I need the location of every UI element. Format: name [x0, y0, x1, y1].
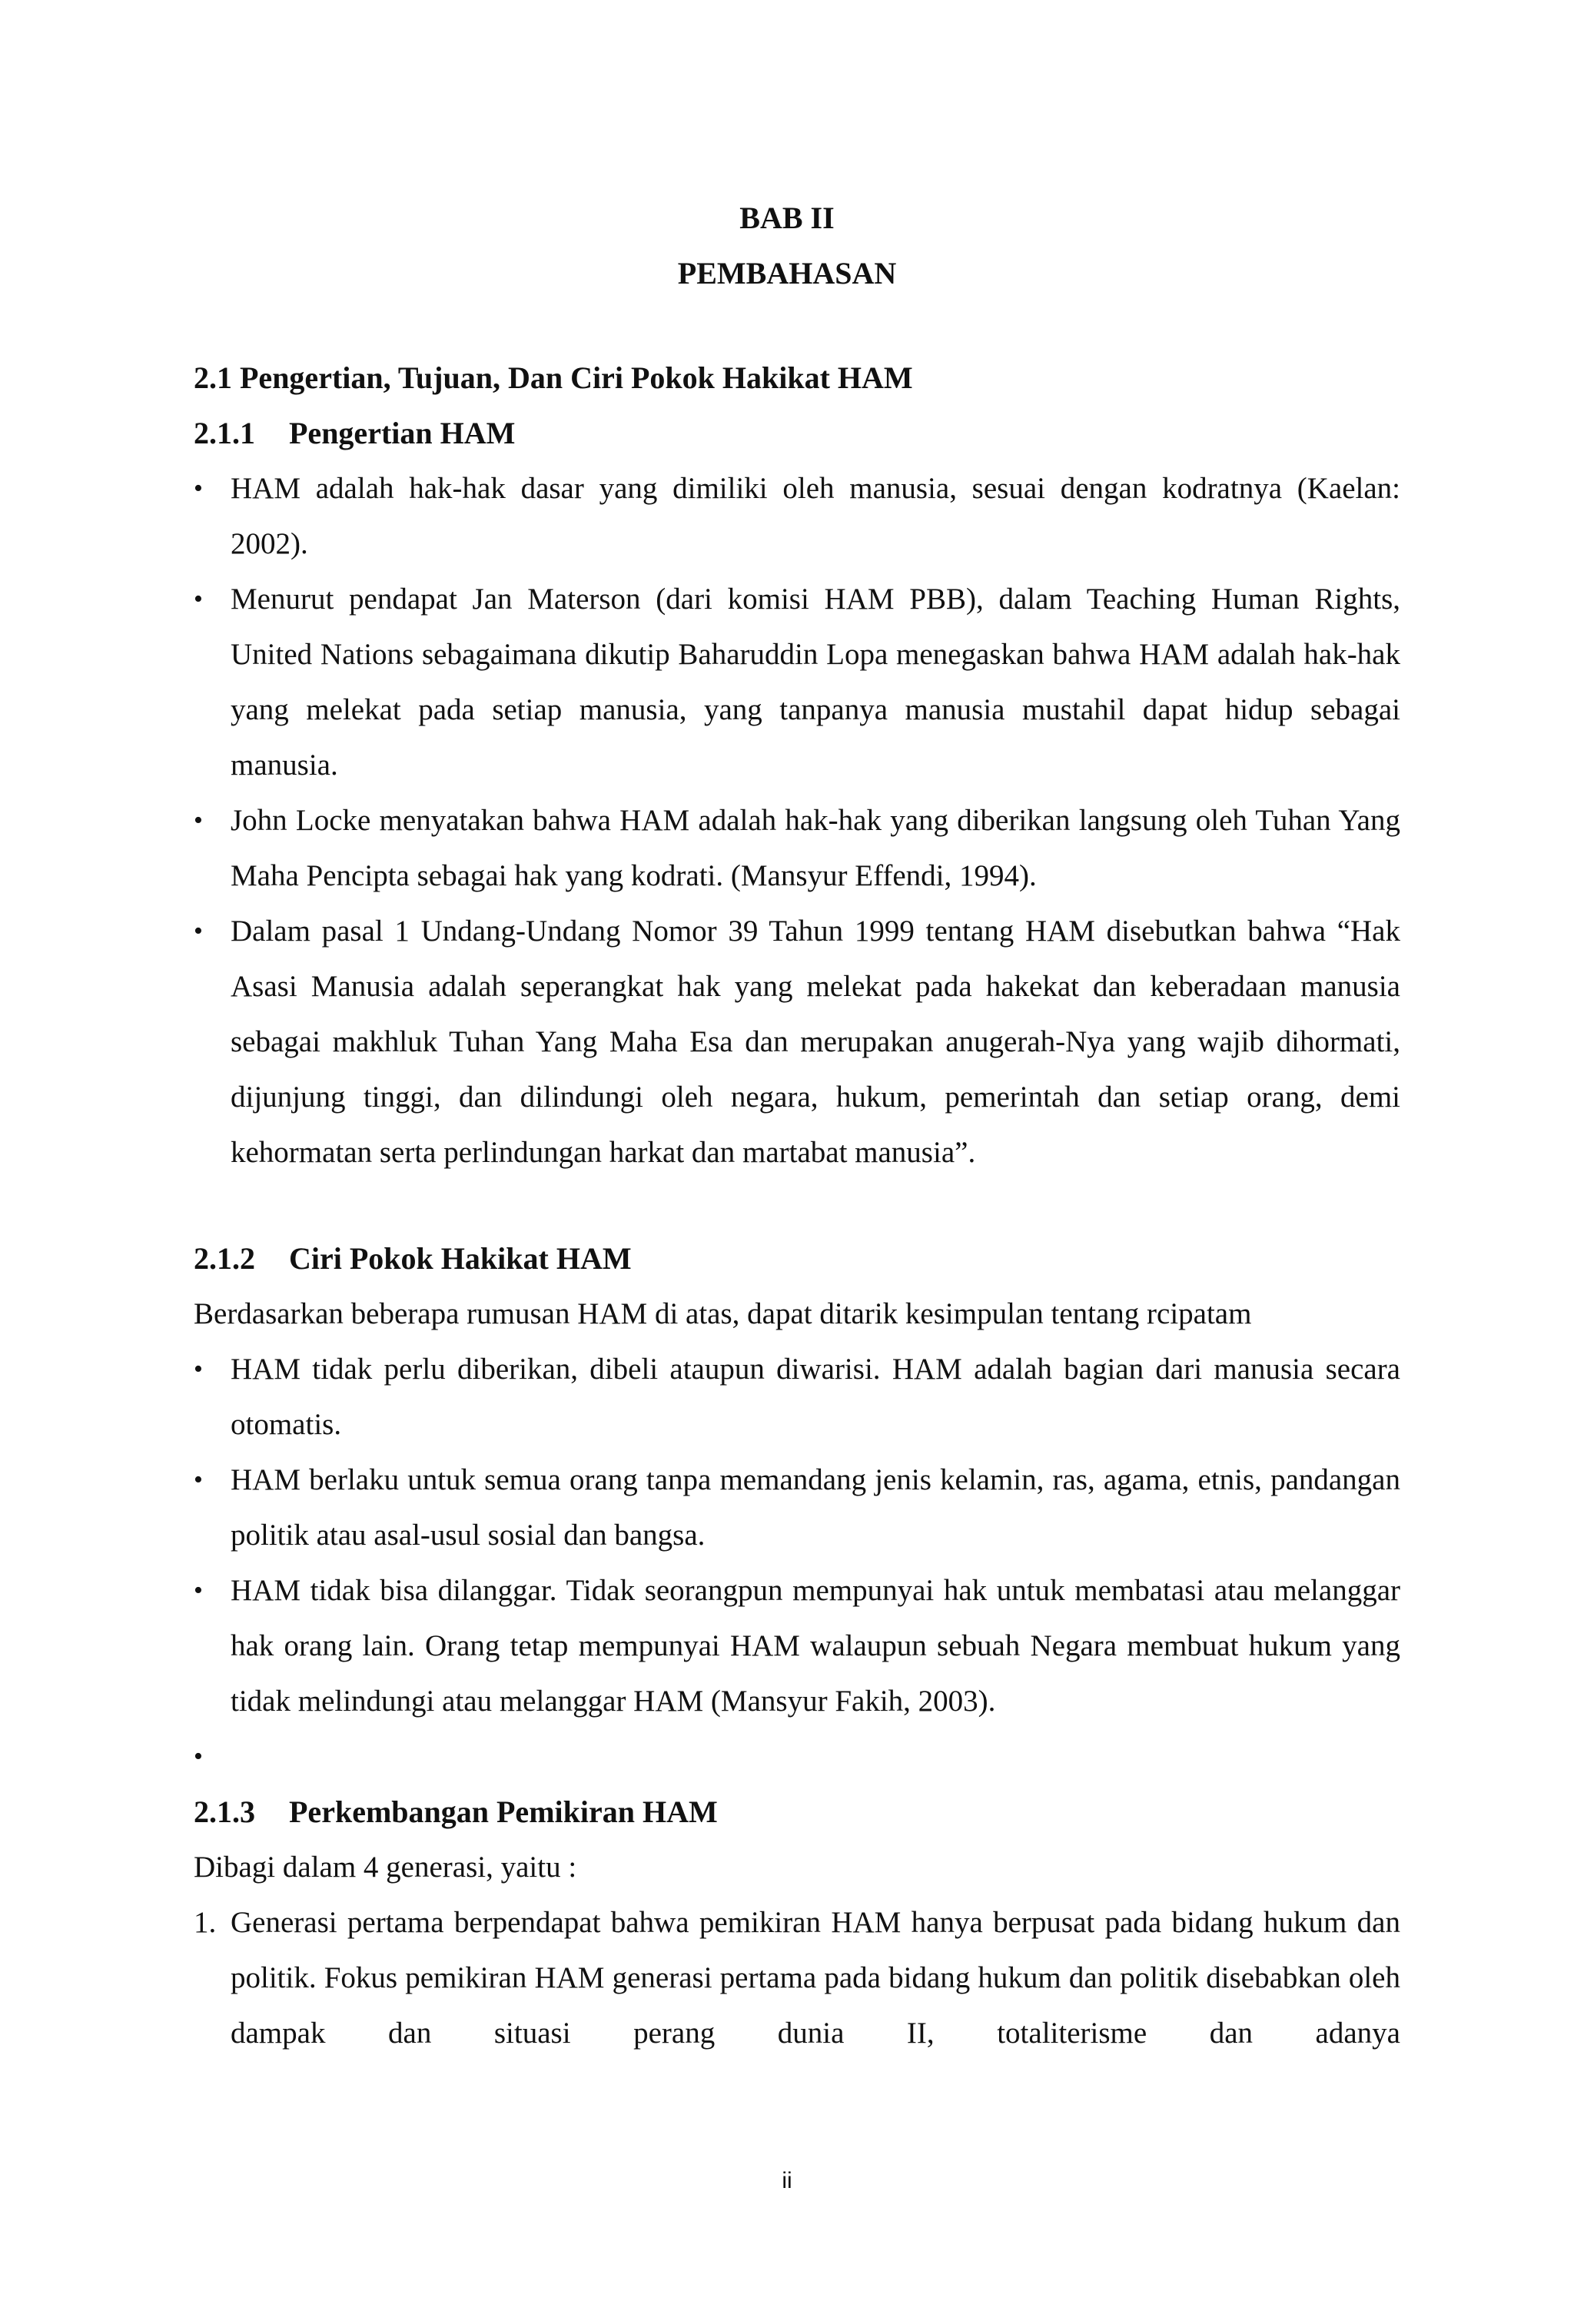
bullet-icon: • [194, 585, 203, 613]
subsection-number: 2.1.1 [194, 416, 255, 450]
subsection-heading-2-1-2 [194, 1231, 632, 1286]
subsection-number: 2.1.3 [194, 1794, 255, 1829]
list-item-text: John Locke menyatakan bahwa HAM adalah hak-hak yang diberikan langsung oleh Tuhan Yang Maha Pencipta sebagai hak yang kodrati. (Mansyur Effendi, 1994). [231, 804, 1400, 892]
list-item-text: HAM adalah hak-hak dasar yang dimiliki oleh manusia, sesuai dengan kodratnya (Kaelan: 2002). [231, 472, 1400, 560]
section-heading-2-1: 2.1 Pengertian, Tujuan, Dan Ciri Pokok Hakikat HAM [194, 360, 913, 395]
list-item [194, 1452, 1400, 1563]
subsection-title: Perkembangan Pemikiran HAM [289, 1794, 718, 1829]
bullet-icon: • [194, 1355, 203, 1383]
list-item [194, 461, 1400, 572]
subsection-title: Pengertian HAM [289, 416, 516, 450]
bullet-icon: • [194, 1576, 203, 1605]
subsection-heading-2-1-3 [194, 1784, 718, 1840]
subsection-heading-2-1-1 [194, 406, 515, 461]
list-item-text: HAM tidak perlu diberikan, dibeli ataupun diwarisi. HAM adalah bagian dari manusia secara otomatis. [231, 1353, 1400, 1441]
list-item-text: HAM berlaku untuk semua orang tanpa memandang jenis kelamin, ras, agama, etnis, pandangan politik atau asal-usul sosial dan bangsa. [231, 1463, 1400, 1552]
list-item-text: Menurut pendapat Jan Materson (dari komisi HAM PBB), dalam Teaching Human Rights, United Nations sebagaimana dikutip Baharuddin Lopa menegaskan bahwa HAM adalah hak-hak yang melekat pada setiap manusia, yang tanpanya manusia mustahil dapat hidup sebagai manusia. [231, 583, 1400, 782]
intro-paragraph: Dibagi dalam 4 generasi, yaitu : [194, 1851, 577, 1884]
bullet-icon: • [194, 474, 203, 503]
list-item [194, 1342, 1400, 1452]
chapter-label: BAB II [739, 201, 835, 235]
list-item-text: HAM tidak bisa dilanggar. Tidak seorangpun mempunyai hak untuk membatasi atau melanggar hak orang lain. Orang tetap mempunyai HAM walaupun sebuah Negara membuat hukum yang tidak melindungi atau melanggar HAM (Mansyur Fakih, 2003). [231, 1574, 1400, 1718]
page-number: ii [782, 2168, 792, 2193]
bullet-icon: • [194, 1466, 203, 1494]
subsection-number: 2.1.2 [194, 1241, 255, 1276]
chapter-title: PEMBAHASAN [677, 256, 897, 290]
list-item [194, 793, 1400, 904]
bullet-icon: • [194, 1742, 203, 1771]
item-number: 1. [194, 1906, 217, 1939]
bullet-icon: • [194, 917, 203, 945]
subsection-title: Ciri Pokok Hakikat HAM [289, 1241, 632, 1276]
list-item [194, 904, 1400, 1180]
list-item-text: Generasi pertama berpendapat bahwa pemikiran HAM hanya berpusat pada bidang hukum dan politik. Fokus pemikiran HAM generasi pertama pada bidang hukum dan politik disebabkan oleh dampak dan situasi perang dunia II, totaliterisme dan adanya [231, 1906, 1400, 2050]
intro-paragraph: Berdasarkan beberapa rumusan HAM di atas, dapat ditarik kesimpulan tentang rcipatam [194, 1297, 1252, 1330]
list-item-text: Dalam pasal 1 Undang-Undang Nomor 39 Tahun 1999 tentang HAM disebutkan bahwa “Hak Asasi Manusia adalah seperangkat hak yang melekat pada hakekat dan keberadaan manusia sebagai makhluk Tuhan Yang Maha Esa dan merupakan anugerah-Nya yang wajib dihormati, dijunjung tinggi, dan dilindungi oleh negara, hukum, pemerintah dan setiap orang, demi kehormatan serta perlindungan harkat dan martabat manusia”. [231, 915, 1400, 1169]
list-item [194, 572, 1400, 793]
bullet-icon: • [194, 806, 203, 835]
numbered-list-item [194, 1895, 1400, 2061]
list-item [194, 1563, 1400, 1729]
